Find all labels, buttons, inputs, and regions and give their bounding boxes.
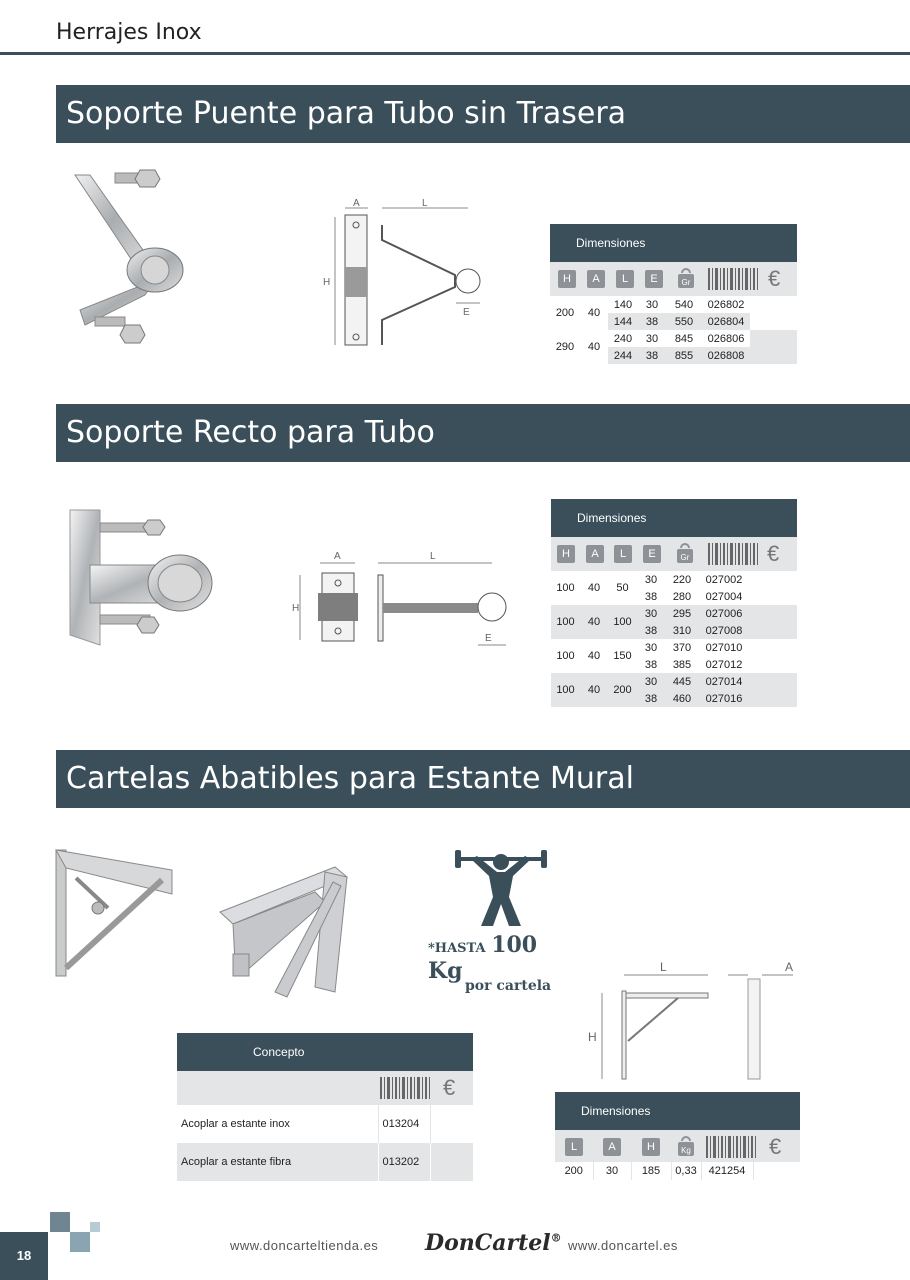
dimensions-table-1 [550, 224, 797, 364]
folding-bracket-photo-side [52, 848, 177, 980]
table-row: 100 40 200 30 445 027014 [551, 673, 797, 690]
euro-icon: € [443, 1075, 456, 1100]
weight-icon [675, 542, 695, 564]
section-title-cartelas: Cartelas Abatibles para Estante Mural [56, 750, 910, 808]
table-header: Dimensiones [551, 499, 797, 537]
brand-logo [425, 1230, 562, 1256]
weight-suffix: por cartela [465, 978, 552, 994]
table-row: Acoplar a estante inox 013204 [177, 1105, 473, 1143]
table-row: 144 38 550 026804 [550, 313, 797, 330]
weight-capacity-badge [428, 932, 578, 994]
table-row: 244 38 855 026808 [550, 347, 797, 364]
dimensions-table-3 [555, 1092, 800, 1180]
straight-support-photo [60, 505, 225, 655]
width-icon: A [603, 1138, 621, 1156]
decor-square [50, 1212, 70, 1232]
table-row: 200 40 140 30 540 026802 [555, 298, 745, 319]
concept-data [177, 1105, 473, 1181]
footer-url-left[interactable]: www.doncarteltienda.es [230, 1238, 379, 1253]
dim-label-a: A [785, 960, 794, 974]
dimensions-data [551, 571, 797, 707]
bridge-support-drawing [320, 195, 490, 355]
table-row: 200 30 185 0,33 421254 [555, 1162, 800, 1180]
table-row: 38 280 027004 [644, 590, 743, 603]
barcode-icon [708, 543, 758, 565]
folding-bracket-drawing [578, 955, 798, 1083]
icon-row [177, 1071, 473, 1105]
length-icon: L [614, 545, 632, 563]
svg-text:Gr: Gr [681, 278, 691, 287]
dim-label-l: L [660, 960, 667, 974]
dim-label-h: H [588, 1030, 597, 1044]
dim-label-a: A [334, 551, 341, 562]
height-icon: H [642, 1138, 660, 1156]
dim-label-h: H [292, 603, 300, 614]
table-row: 100 40 100 30 295 027006 [551, 605, 797, 622]
dimensions-data [555, 1162, 800, 1180]
brand-mark: ® [550, 1231, 562, 1245]
page-number: 18 [0, 1232, 48, 1280]
euro-icon: € [769, 1134, 782, 1159]
page-header-title: Herrajes Inox [56, 20, 202, 45]
height-icon: H [557, 545, 575, 563]
decor-square [70, 1232, 90, 1252]
table-header: Dimensiones [550, 224, 797, 262]
table-row: 290 40 240 30 845 026806 [550, 330, 797, 347]
weight-icon [676, 1135, 696, 1157]
dim-label-a: A [353, 198, 360, 209]
table-row: 38 460 027016 [551, 690, 797, 707]
table-header: Dimensiones [555, 1092, 800, 1130]
dim-label-l: L [430, 551, 436, 562]
svg-text:Gr: Gr [680, 553, 690, 562]
icon-row [550, 262, 797, 296]
euro-icon: € [768, 266, 781, 291]
section-title-soporte-puente: Soporte Puente para Tubo sin Trasera [56, 85, 910, 143]
weight-icon [676, 267, 696, 289]
table-row: 38 385 027012 [644, 658, 743, 671]
decor-square [90, 1222, 100, 1232]
bridge-support-photo [60, 165, 195, 365]
table-header: Concepto [177, 1033, 473, 1071]
weight-prefix: *HASTA [428, 941, 486, 956]
table-row: Acoplar a estante fibra 013202 [177, 1143, 473, 1181]
table-row: 38 310 027008 [551, 622, 797, 639]
weight-value: 100 Kg [428, 932, 538, 984]
dim-label-e: E [463, 307, 470, 318]
barcode-icon [708, 268, 758, 290]
thickness-icon: E [645, 270, 663, 288]
svg-text:Kg: Kg [681, 1146, 691, 1155]
folding-bracket-photo-angle [215, 862, 350, 1002]
length-icon: L [565, 1138, 583, 1156]
barcode-icon [706, 1136, 756, 1158]
barcode-icon [380, 1077, 430, 1099]
straight-support-drawing [280, 545, 510, 655]
euro-icon: € [767, 541, 780, 566]
weightlifter-icon [455, 842, 547, 930]
height-icon: H [558, 270, 576, 288]
dimensions-table-2 [551, 499, 797, 707]
length-icon: L [616, 270, 634, 288]
dim-label-e: E [485, 633, 492, 644]
header-divider [0, 52, 910, 55]
dim-label-h: H [323, 277, 331, 288]
thickness-icon: E [643, 545, 661, 563]
icon-row [555, 1130, 800, 1162]
width-icon: A [587, 270, 605, 288]
concept-table [177, 1033, 473, 1181]
icon-row [551, 537, 797, 571]
brand-name: DonCartel [425, 1230, 551, 1256]
table-row: 100 40 150 30 370 027010 [556, 641, 743, 662]
dim-label-l: L [422, 198, 428, 209]
dimensions-data [550, 296, 797, 364]
table-row: 100 40 50 30 220 027002 [556, 573, 743, 594]
width-icon: A [586, 545, 604, 563]
section-title-soporte-recto: Soporte Recto para Tubo [56, 404, 910, 462]
footer-url-right[interactable]: www.doncartel.es [568, 1238, 678, 1253]
